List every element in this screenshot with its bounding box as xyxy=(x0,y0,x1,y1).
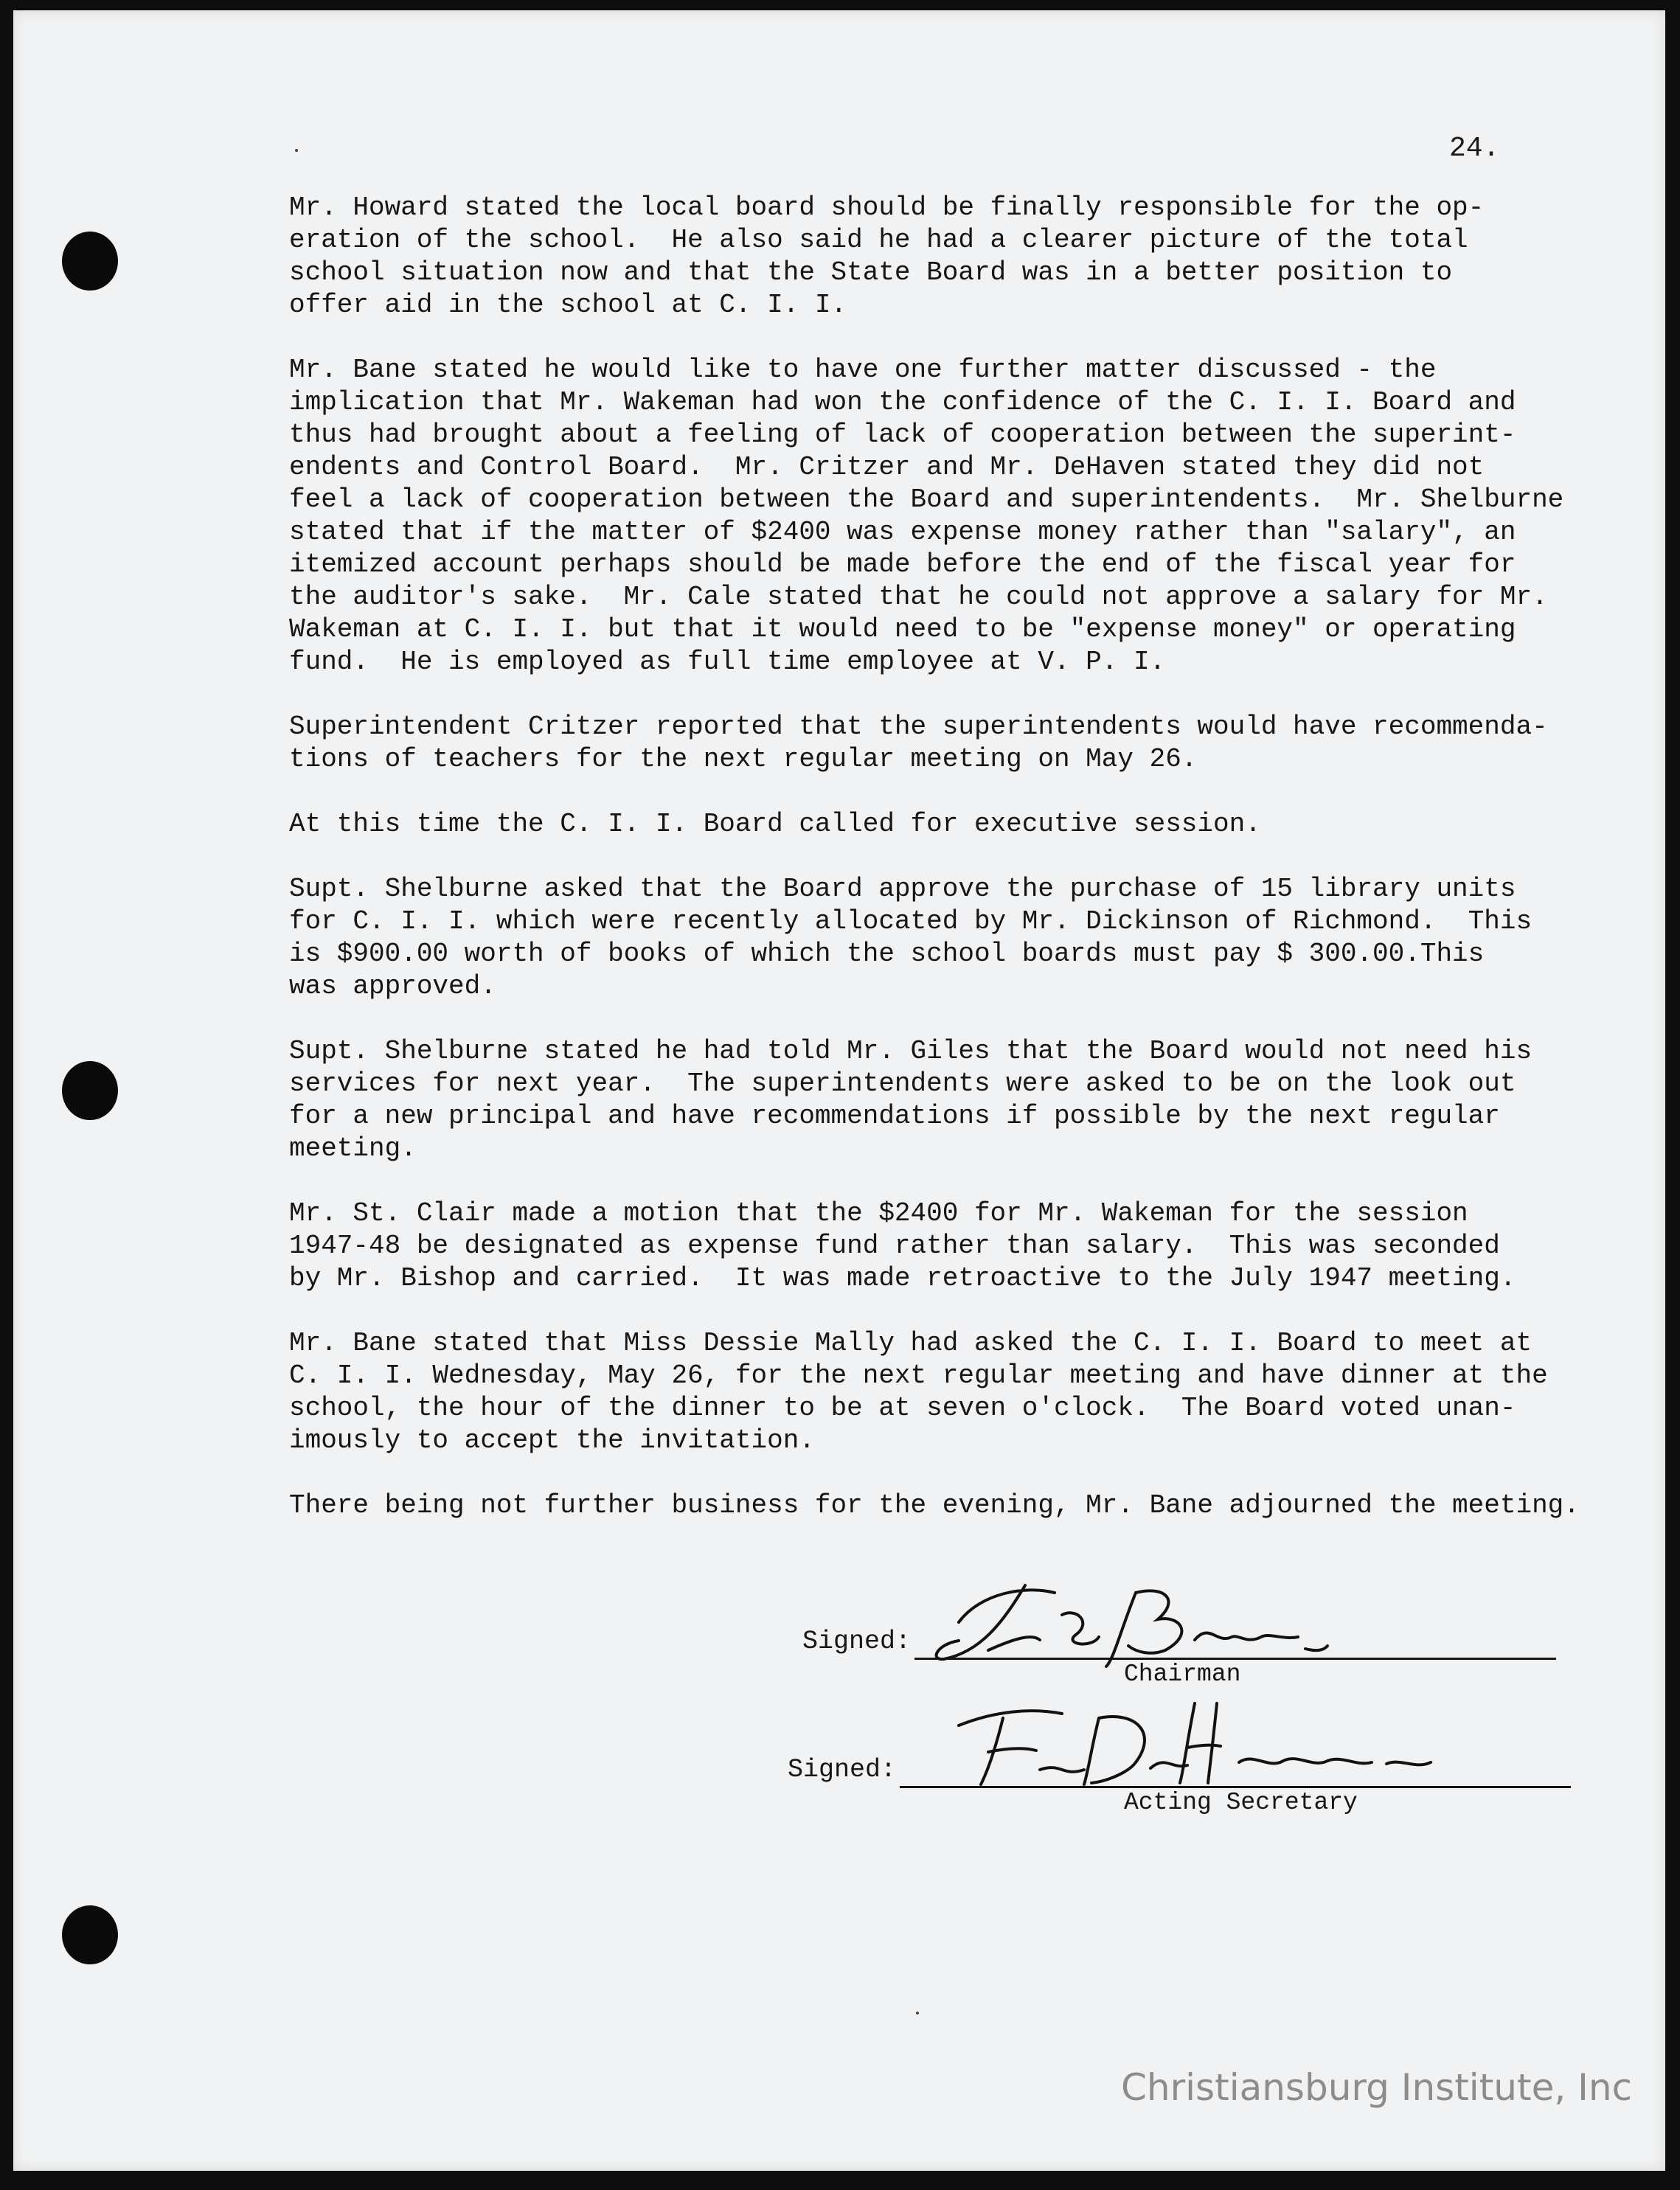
paper-speck xyxy=(295,149,298,152)
secretary-role: Acting Secretary xyxy=(1124,1789,1358,1816)
paragraph: At this time the C. I. I. Board called for executive session. xyxy=(289,809,1261,839)
paragraph: Mr. Howard stated the local board should be finally responsible for the op- eration of the school. He also said he had a clearer picture of the total school situation now and that the State Board was in a better position to offer aid in the school at C. I. I. xyxy=(289,192,1485,320)
secretary-signature xyxy=(914,1681,1475,1799)
paragraph: Supt. Shelburne asked that the Board approve the purchase of 15 library units for C. I. I. which were recently allocated by Mr. Dickinson of Richmond. This is $900.00 worth of books of which the school boards must pay $ 300.00.This was approved. xyxy=(289,874,1533,1001)
chairman-role: Chairman xyxy=(1124,1661,1241,1688)
paper-speck xyxy=(916,2012,919,2015)
binder-hole-bottom xyxy=(62,1905,118,1964)
page-number: 24. xyxy=(1449,133,1500,164)
binder-hole-middle xyxy=(62,1061,118,1120)
chairman-signed-label: Signed: xyxy=(802,1627,912,1656)
binder-hole-top xyxy=(62,232,118,291)
paragraph: There being not further business for the evening, Mr. Bane adjourned the meeting. xyxy=(289,1490,1580,1520)
paragraph: Superintendent Critzer reported that the superintendents would have recommenda- tions of teachers for the next regular meeting on May 26. xyxy=(289,712,1548,774)
paragraph: Supt. Shelburne stated he had told Mr. Giles that the Board would not need his services for next year. The superintendents were asked to be on the look out for a new principal and have recommendations if possible by the next regular meeting. xyxy=(289,1036,1533,1164)
watermark: Christiansburg Institute, Inc xyxy=(1121,2066,1633,2109)
paragraph: Mr. Bane stated that Miss Dessie Mally had asked the C. I. I. Board to meet at C. I. I. Wednesday, May 26, for the next regular meeting and have dinner at the school, the hour of the dinner to be at seven o'clock. The Board voted unan- imously to accept the invitation. xyxy=(289,1328,1548,1456)
secretary-signed-label: Signed: xyxy=(788,1755,897,1784)
minutes-body xyxy=(289,192,1602,1554)
paragraph: Mr. Bane stated he would like to have one further matter discussed - the implication that Mr. Wakeman had won the confidence of the C. I. I. Board and thus had brought about a feeling of lack of cooperation between the superint- endents and Control Board. Mr. Critzer and Mr. DeHaven stated they did not feel a lack of cooperation between the Board and superintendents. Mr. Shelburne stated that if the matter of $2400 was expense money rather than "salary", an itemized account perhaps should be made before the end of the fiscal year for the auditor's sake. Mr. Cale stated that he could not approve a salary for Mr. Wakeman at C. I. I. but that it would need to be "expense money" or operating fund. He is employed as full time employee at V. P. I. xyxy=(289,355,1564,677)
paragraph: Mr. St. Clair made a motion that the $2400 for Mr. Wakeman for the session 1947-48 be designated as expense fund rather than salary. This was seconded by Mr. Bishop and carried. It was made retroactive to the July 1947 meeting. xyxy=(289,1198,1516,1293)
